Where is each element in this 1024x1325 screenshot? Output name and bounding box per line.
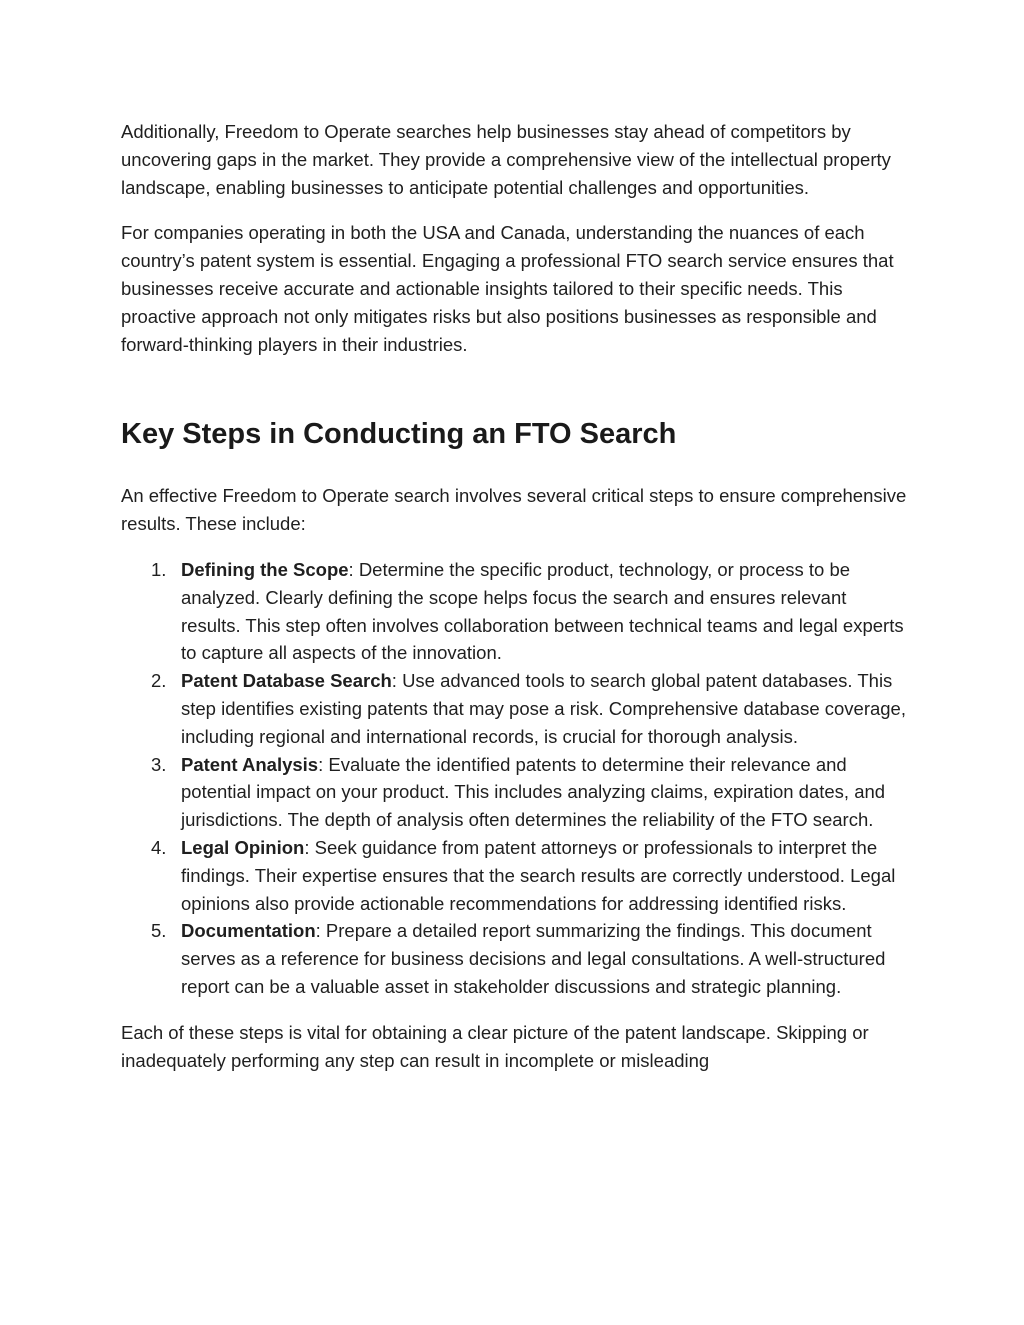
section-heading: Key Steps in Conducting an FTO Search xyxy=(121,418,677,451)
document-page xyxy=(121,118,911,1074)
step-description: : Evaluate the identified patents to determine their relevance and potential impact on your product. This includes analyzing claims, expiration dates, and jurisdictions. The depth of analysis often determines the reliability of the FTO search. xyxy=(181,753,886,831)
step-number: 5. xyxy=(151,920,167,942)
step-term: Legal Opinion xyxy=(181,836,305,858)
step-term: Documentation xyxy=(181,920,316,942)
step-description: : Determine the specific product, technology, or process to be analyzed. Clearly defining the scope helps focus the search and ensures relevant results. This step often involves collaboration between technical teams and legal experts to capture all aspects of the innovation. xyxy=(181,558,904,664)
list-item-step-5 xyxy=(121,917,911,1000)
step-number: 2. xyxy=(151,670,167,692)
step-number: 4. xyxy=(151,836,167,858)
paragraph-usa-canada: For companies operating in both the USA and Canada, understanding the nuances of each country’s patent system is essential. Engaging a professional FTO search service ensures that businesses receive accurate and actionable insights tailored to their specific needs. This proactive approach not only mitigates risks but also positions businesses as responsible and forward-thinking players in their industries. xyxy=(121,222,894,355)
paragraph-competitive-advantage: Additionally, Freedom to Operate searches help businesses stay ahead of competitors by uncovering gaps in the market. They provide a comprehensive view of the intellectual property landscape, enabling businesses to anticipate potential challenges and opportunities. xyxy=(121,121,891,198)
list-item-step-3 xyxy=(121,751,911,834)
step-number: 1. xyxy=(151,558,167,580)
step-term: Defining the Scope xyxy=(181,558,349,580)
steps-list xyxy=(121,556,911,1001)
step-term: Patent Analysis xyxy=(181,753,319,775)
step-term: Patent Database Search xyxy=(181,670,392,692)
list-item-step-2 xyxy=(121,667,911,750)
step-description: : Use advanced tools to search global patent databases. This step identifies existing patents that may pose a risk. Comprehensive database coverage, including regional and international records, is crucial for thorough analysis. xyxy=(181,670,906,747)
list-item-step-4 xyxy=(121,834,911,917)
step-description: : Seek guidance from patent attorneys or professionals to interpret the findings. Their expertise ensures that the search results are correctly understood. Legal opinions also provide actionable recommendations for addressing identified risks. xyxy=(181,836,896,914)
paragraph-closing: Each of these steps is vital for obtaining a clear picture of the patent landscape. Skipping or inadequately performing any step can result in incomplete or misleading xyxy=(121,1021,869,1071)
step-description: : Prepare a detailed report summarizing the findings. This document serves as a reference for business decisions and legal consultations. A well-structured report can be a valuable asset in stakeholder discussions and strategic planning. xyxy=(181,920,886,997)
list-item-step-1 xyxy=(121,556,911,667)
section-intro: An effective Freedom to Operate search involves several critical steps to ensure comprehensive results. These include: xyxy=(121,485,907,535)
step-number: 3. xyxy=(151,753,167,775)
